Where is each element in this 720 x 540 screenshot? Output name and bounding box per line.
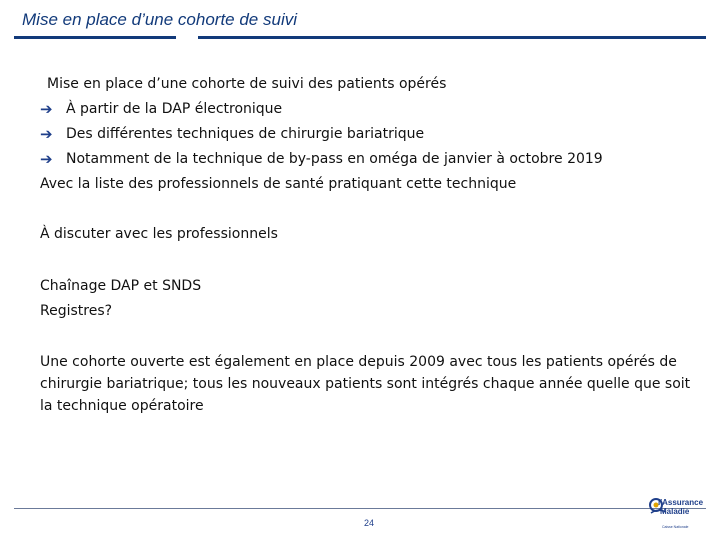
bullet-item: [40, 147, 700, 172]
bullet-item: [40, 97, 700, 122]
intro-line: Mise en place d’une cohorte de suivi des patients opérés: [47, 76, 447, 92]
logo-line3: Caisse Nationale: [662, 525, 689, 529]
chaining-line: Chaînage DAP et SNDS: [40, 278, 202, 294]
registers-line: Registres?: [40, 303, 113, 319]
arrow-right-icon: ➔: [40, 150, 53, 168]
bullet-text: Notamment de la technique de by-pass en oméga de janvier à octobre 2019: [66, 151, 603, 167]
bullet-text: Des différentes techniques de chirurgie bariatrique: [66, 126, 425, 142]
discuss-line: À discuter avec les professionnels: [40, 226, 278, 242]
arrow-right-icon: ➔: [40, 125, 53, 143]
title-underline: [14, 36, 706, 39]
bullet-item: [40, 122, 700, 147]
logo-line1: l'Assurance: [658, 498, 704, 507]
page-number: 24: [364, 518, 375, 528]
slide-body: [40, 72, 700, 417]
bullet-text: À partir de la DAP électronique: [66, 101, 283, 117]
assurance-maladie-logo: [648, 492, 714, 538]
title-underline-notch: [176, 36, 198, 40]
professionals-list-line: Avec la liste des professionnels de santé pratiquant cette technique: [40, 176, 517, 192]
arrow-right-icon: ➔: [40, 100, 53, 118]
logo-line2: Maladie: [660, 507, 690, 516]
footer-divider: [14, 508, 706, 509]
cohort-paragraph: Une cohorte ouverte est également en place depuis 2009 avec tous les patients opérés de chirurgie bariatrique; tous les nouveaux patients sont intégrés chaque année quelle que soit la technique opératoire: [40, 354, 691, 414]
slide-title: Mise en place d’une cohorte de suivi: [22, 10, 297, 29]
